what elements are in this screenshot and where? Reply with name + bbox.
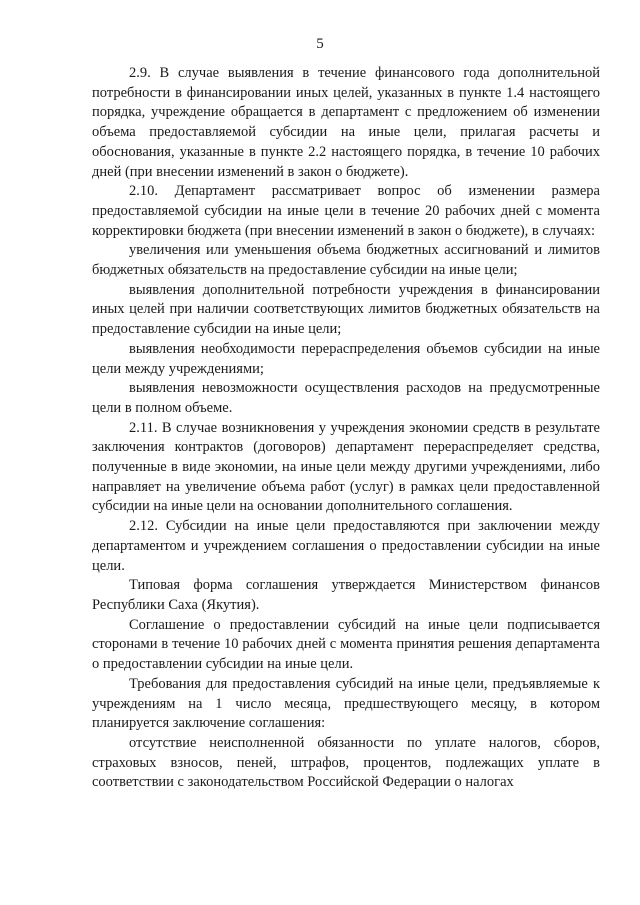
paragraph-2-10: 2.10. Департамент рассматривает вопрос об изменении размера предоставляемой субсидии на иные цели в течение 20 рабочих дней с момента корректировки бюджета (при внесении изменений в закон о бюджете), в случаях: [92, 183, 600, 239]
paragraph-2-12: 2.12. Субсидии на иные цели предоставляются при заключении между департаментом и учреждением соглашения о предоставлении субсидии на иные цели. [92, 518, 600, 574]
list-item-no-tax-debt: отсутствие неисполненной обязанности по уплате налогов, сборов, страховых взносов, пеней, штрафов, процентов, подлежащих уплате в соответствии с законодательством Российской Федерации о налогах [92, 734, 600, 791]
paragraph-2-9: 2.9. В случае выявления в течение финансового года дополнительной потребности в финансировании иных целей, указанных в пункте 1.4 настоящего порядка, учреждение обращается в департамент с предложением об изменении объема предоставляемой субсидии на иные цели, прилагая расчеты и обоснования, указанные в пункте 2.2 настоящего порядка, в течение 10 рабочих дней (при внесении изменений в закон о бюджете). [92, 65, 600, 180]
list-item-additional-need: выявления дополнительной потребности учреждения в финансировании иных целей при наличии соответствующих лимитов бюджетных обязательств на предоставление субсидии на иные цели; [92, 281, 600, 338]
paragraph-agreement-form: Типовая форма соглашения утверждается Министерством финансов Республики Саха (Якутия). [92, 577, 600, 613]
list-item-redistribution: выявления необходимости перераспределения объемов субсидии на иные цели между учреждениями; [92, 340, 600, 377]
paragraph-agreement-signing: Соглашение о предоставлении субсидий на иные цели подписывается сторонами в течение 10 рабочих дней с момента принятия решения департамента о предоставлении субсидии на иные цели. [92, 616, 600, 673]
list-item-impossibility: выявления невозможности осуществления расходов на предусмотренные цели в полном объеме. [92, 380, 600, 416]
paragraph-requirements: Требования для предоставления субсидий на иные цели, предъявляемые к учреждениям на 1 число месяца, предшествующего месяцу, в котором планируется заключение соглашения: [92, 675, 600, 732]
page-number: 5 [316, 36, 324, 52]
document-body [92, 64, 600, 793]
paragraph-2-11: 2.11. В случае возникновения у учреждения экономии средств в результате заключения контрактов (договоров) департамент перераспределяет средства, полученные в виде экономии, на иные цели между другими учреждениями, либо направляет на увеличение объема работ (услуг) в рамках цели предоставленной субсидии на иные цели на основании дополнительного соглашения. [92, 419, 600, 515]
list-item-budget-change: увеличения или уменьшения объема бюджетных ассигнований и лимитов бюджетных обязательств на предоставление субсидии на иные цели; [92, 242, 600, 279]
